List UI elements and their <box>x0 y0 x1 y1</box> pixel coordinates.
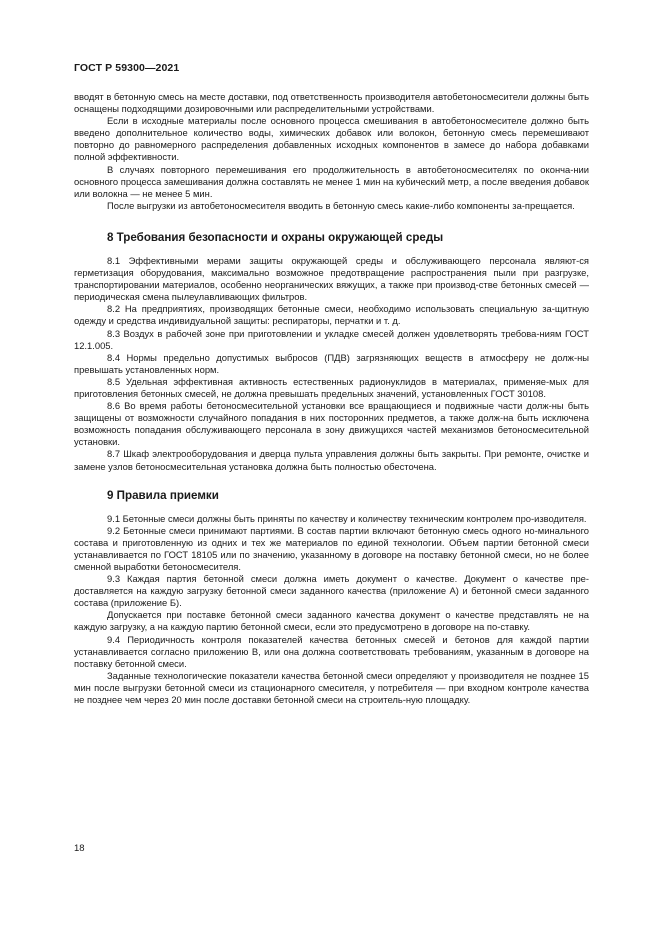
section-8-paragraph: 8.7 Шкаф электрооборудования и дверца пульта управления должны быть закрыты. При ремонте, очистке и замене узлов бетоносмесительная установка должна быть полностью обесточена. <box>74 448 589 472</box>
document-header: ГОСТ Р 59300—2021 <box>74 62 180 74</box>
section-8-paragraph: 8.1 Эффективными мерами защиты окружающей среды и обслуживающего персонала являют-ся герметизация оборудования, максимально возможное предотвращение распространения пыли при разгрузке, транспортировании материалов, особенно неорганических вяжущих, а также при производ-стве бетонных смесей — периодическая смена пылеулавливающих фильтров. <box>74 254 589 303</box>
section-9-paragraph: 9.4 Периодичность контроля показателей качества бетонных смесей и бетонов для каждой партии устанавливается согласно приложению В, или она должна соответствовать требованиям, указанным в договоре на поставку бетонной смеси. <box>74 633 589 669</box>
section-9-paragraph: Допускается при поставке бетонной смеси заданного качества документ о качестве представлять не на каждую загрузку, а на каждую партию бетонной смеси, если это предусмотрено в договоре на по-ставку. <box>74 609 589 633</box>
section-8-paragraph: 8.5 Удельная эффективная активность естественных радионуклидов в материалах, применяе-мых для приготовления бетонных смесей, не должна превышать предельных значений, установленных ГОСТ 30108. <box>74 375 589 399</box>
intro-paragraph: После выгрузки из автобетоносмесителя вводить в бетонную смесь какие-либо компоненты за-прещается. <box>107 199 575 211</box>
section-9-heading: 9 Правила приемки <box>107 488 219 502</box>
section-8-paragraph: 8.6 Во время работы бетоносмесительной установки все вращающиеся и подвижные части долж-ны быть защищены от возможности случайного попадания в них посторонних предметов, а также долж-на быть исключена возможность попадания обслуживающего персонала в зону движущихся частей механизмов бетоносмесительной установки. <box>74 400 589 448</box>
intro-paragraph: В случаях повторного перемешивания его продолжительность в автобетоносмесителях по оконча-нии основного процесса замешивания должна составлять не менее 1 мин на кубический метр, а после введения добавок или волокна — не менее 5 мин. <box>74 163 589 199</box>
section-8-paragraph: 8.3 Воздух в рабочей зоне при приготовлении и укладке смесей должен удовлетворять требова-ниям ГОСТ 12.1.005. <box>74 327 589 351</box>
section-8-heading: 8 Требования безопасности и охраны окружающей среды <box>107 230 444 244</box>
document-body <box>74 91 589 706</box>
page-number: 18 <box>74 843 85 854</box>
intro-paragraph: вводят в бетонную смесь на месте доставки, под ответственность производителя автобетоносмесители должны быть оснащены подходящими дозировочными или распределительными устройствами. <box>74 91 589 115</box>
section-9-paragraph: 9.2 Бетонные смеси принимают партиями. В состав партии включают бетонную смесь одного но-минального состава и приготовленную из одних и тех же материалов по единой технологии. Объем партии бетонной смеси устанавливается по ГОСТ 18105 или по значению, указанному в договоре на поставку бетонной смеси, но не более сменной выработки бетоносмесителя. <box>74 524 589 572</box>
section-8-paragraph: 8.4 Нормы предельно допустимых выбросов (ПДВ) загрязняющих веществ в атмосферу не долж-ны превышать установленных норм. <box>74 351 589 375</box>
section-9-paragraph: 9.3 Каждая партия бетонной смеси должна иметь документ о качестве. Документ о качестве пре-доставляется на каждую загрузку бетонной смеси заданного качества (приложение А) и бетонной смеси заданного состава (приложение Б). <box>74 573 589 609</box>
section-9-paragraph: Заданные технологические показатели качества бетонной смеси определяют у производителя не позднее 15 мин после выгрузки бетонной смеси из стационарного смесителя, у потребителя — при входном контроле качества не позднее чем через 20 мин после доставки бетонной смеси на строитель-ную площадку. <box>74 669 589 706</box>
section-9-paragraph: 9.1 Бетонные смеси должны быть приняты по качеству и количеству техническим контролем про-изводителя. <box>107 512 587 524</box>
section-8-paragraph: 8.2 На предприятиях, производящих бетонные смеси, необходимо использовать специальную за-щитную одежду и средства индивидуальной защиты: респираторы, перчатки и т. д. <box>74 303 589 327</box>
intro-paragraph: Если в исходные материалы после основного процесса смешивания в автобетоносмесителе должно быть введено дополнительное количество воды, химических добавок или волокон, бетонную смесь перемешивают повторно до равномерного распределения добавленных исходных компонентов в замесе до набора добавками полной эффективности. <box>74 115 589 163</box>
